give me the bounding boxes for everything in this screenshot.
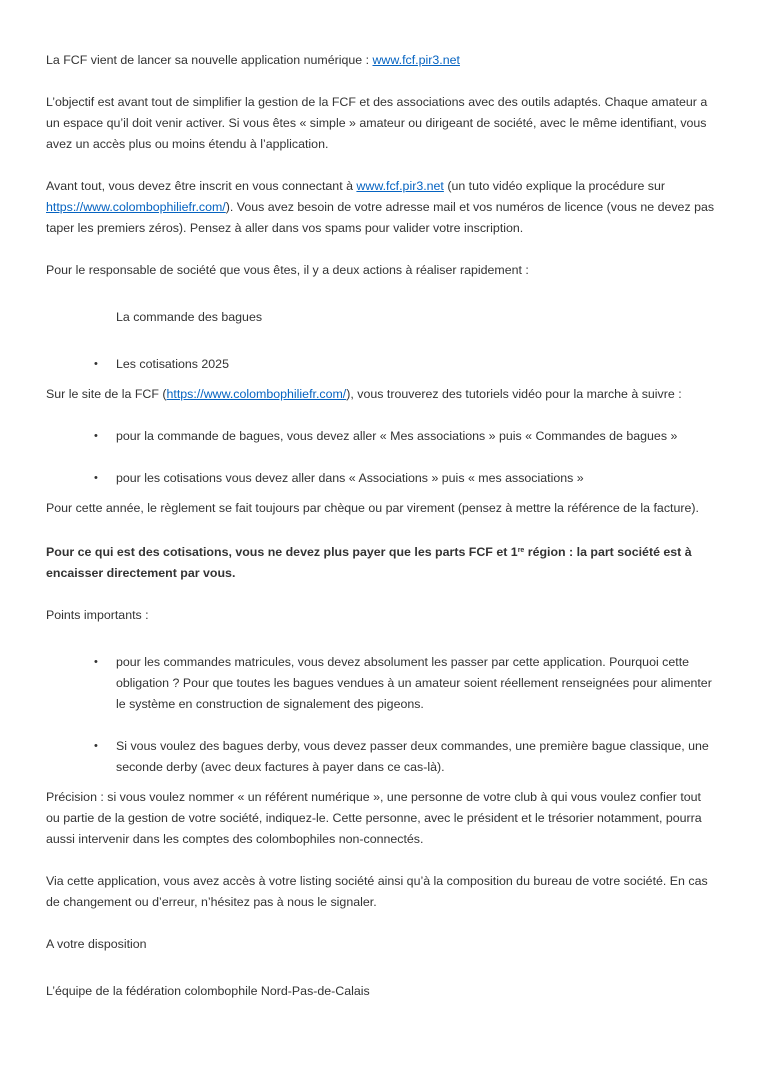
tutorial-ring-order: pour la commande de bagues, vous devez aller « Mes associations » puis « Commandes de bagues » xyxy=(116,429,678,443)
tutorials-list xyxy=(46,426,717,447)
action-ring-order: La commande des bagues xyxy=(116,310,263,324)
contributions-notice xyxy=(46,540,717,584)
listing-paragraph: Via cette application, vous avez accès à votre listing société ainsi qu’à la composition du bureau de votre société. En cas de changement ou d’erreur, n’hésitez pas à nous le signaler. xyxy=(46,874,708,909)
tutorial-contributions: pour les cotisations vous devez aller dans « Associations » puis « mes associations » xyxy=(116,471,584,485)
closing-line: A votre disposition xyxy=(46,937,147,951)
fcf-app-link-2[interactable]: www.fcf.pir3.net xyxy=(356,179,444,193)
contributions-notice-text-2: région : la part société est à encaisser directement par vous. xyxy=(46,545,692,580)
registration-paragraph xyxy=(46,176,717,239)
intro-paragraph xyxy=(46,50,717,71)
registration-text-2: (un tuto vidéo explique la procédure sur xyxy=(443,179,665,193)
registration-text-1: Avant tout, vous devez être inscrit en vous connectant à xyxy=(46,179,357,193)
fcf-app-link[interactable]: www.fcf.pir3.net xyxy=(372,53,460,67)
list-item xyxy=(46,468,717,489)
tutorials-paragraph xyxy=(46,384,717,405)
bullet-icon: • xyxy=(94,740,98,752)
payment-paragraph: Pour cette année, le règlement se fait toujours par chèque ou par virement (pensez à mettre la référence de la facture). xyxy=(46,501,699,515)
registration-text-3: ). Vous avez besoin de votre adresse mail et vos numéros de licence (vous ne devez pas taper les premiers zéros). Pensez à aller dans vos spams pour valider votre inscription. xyxy=(46,200,715,235)
list-item xyxy=(46,354,717,375)
bullet-icon: • xyxy=(94,656,98,668)
actions-intro-paragraph: Pour le responsable de société que vous êtes, il y a deux actions à réaliser rapidement : xyxy=(46,263,529,277)
point-serial-orders: pour les commandes matricules, vous devez absolument les passer par cette application. Pourquoi cette obligation ? Pour que toutes les bagues vendues à un amateur soient réellement renseignées pour alimenter le système en construction de signalement des pigeons. xyxy=(116,655,712,711)
superscript-re: re xyxy=(517,547,525,554)
important-points-list xyxy=(46,652,717,715)
actions-list xyxy=(46,354,717,375)
important-points-heading: Points importants : xyxy=(46,608,149,622)
colombophilie-site-link-2[interactable]: https://www.colombophiliefr.com/ xyxy=(166,387,347,401)
bullet-icon: • xyxy=(94,430,98,442)
bullet-icon: • xyxy=(94,472,98,484)
tutorials-text-2: ), vous trouverez des tutoriels vidéo pour la marche à suivre : xyxy=(346,387,682,401)
bullet-icon: • xyxy=(94,358,98,370)
objective-paragraph: L’objectif est avant tout de simplifier la gestion de la FCF et des associations avec des outils adaptés. Chaque amateur a un espace qu’il doit venir activer. Si vous êtes « simple » amateur ou dirigeant de société, avec le même identifiant, vous avez un accès plus ou moins étendu à l’application. xyxy=(46,95,708,151)
colombophilie-site-link[interactable]: https://www.colombophiliefr.com/ xyxy=(46,200,226,214)
list-item xyxy=(46,426,717,447)
intro-text: La FCF vient de lancer sa nouvelle application numérique : xyxy=(46,53,373,67)
contributions-notice-text-1: Pour ce qui est des cotisations, vous ne devez plus payer que les parts FCF et 1 xyxy=(46,545,518,559)
tutorials-list-2 xyxy=(46,468,717,489)
action-contributions: Les cotisations 2025 xyxy=(116,357,229,371)
digital-referent-paragraph: Précision : si vous voulez nommer « un référent numérique », une personne de votre club à qui vous voulez confier tout ou partie de la gestion de votre société, indiquez-le. Cette personne, avec le président et le trésorier notamment, pourra aussi intervenir dans les comptes des colombophiles non-connectés. xyxy=(46,790,702,846)
tutorials-text-1: Sur le site de la FCF ( xyxy=(46,387,167,401)
signature-line: L’équipe de la fédération colombophile Nord-Pas-de-Calais xyxy=(46,984,370,998)
list-item xyxy=(46,652,717,715)
list-item xyxy=(46,736,717,778)
important-points-list-2 xyxy=(46,736,717,778)
point-derby-rings: Si vous voulez des bagues derby, vous devez passer deux commandes, une première bague classique, une seconde derby (avec deux factures à payer dans ce cas-là). xyxy=(116,739,709,774)
